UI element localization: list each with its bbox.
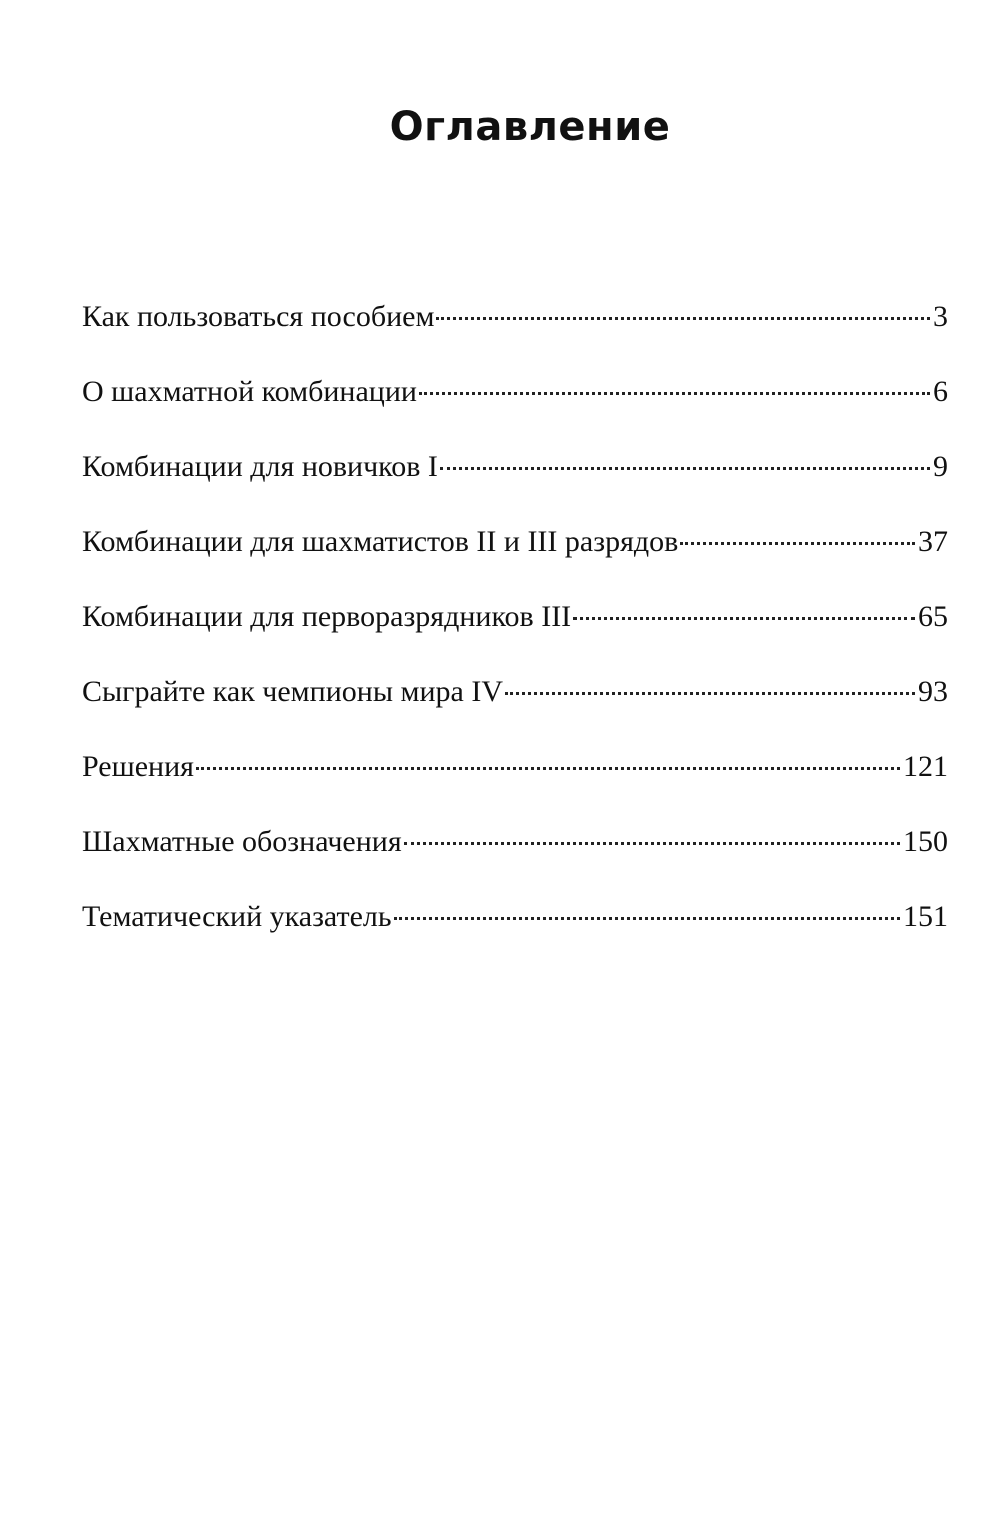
toc-entry-label: Комбинации для перворазрядников III [82, 600, 572, 633]
toc-entry [82, 375, 948, 450]
toc-entry [82, 825, 948, 900]
toc-entry-page: 37 [918, 525, 948, 558]
toc-entry [82, 750, 948, 825]
dot-leader [573, 617, 915, 620]
dot-leader [404, 842, 900, 845]
toc-entry [82, 900, 948, 975]
toc-entry-page: 9 [933, 450, 948, 483]
dot-leader [436, 317, 930, 320]
toc-entry-page: 65 [918, 600, 948, 633]
dot-leader [680, 542, 915, 545]
page-title: Оглавление [389, 104, 671, 150]
toc-entry [82, 300, 948, 375]
toc-entry-page: 121 [903, 750, 948, 783]
dot-leader [196, 767, 900, 770]
toc-entry [82, 450, 948, 525]
toc-entry [82, 675, 948, 750]
toc-entry [82, 600, 948, 675]
toc-entry-page: 93 [918, 675, 948, 708]
toc-entry-label: Решения [82, 750, 194, 783]
toc-entry-page: 3 [933, 300, 948, 333]
dot-leader [394, 917, 900, 920]
toc-entry-label: Тематический указатель [82, 900, 392, 933]
toc-entry-label: Как пользоваться пособием [82, 300, 435, 333]
dot-leader [505, 692, 915, 695]
toc-entry-label: О шахматной комбинации [82, 375, 417, 408]
toc-entry-label: Сыграйте как чемпионы мира IV [82, 675, 503, 708]
toc-entry-label: Шахматные обозначения [82, 825, 402, 858]
toc-entry-page: 151 [903, 900, 948, 933]
toc-entry-page: 150 [903, 825, 948, 858]
dot-leader [440, 467, 930, 470]
toc-entry-label: Комбинации для новичков I [82, 450, 438, 483]
table-of-contents [82, 300, 948, 975]
toc-entry-label: Комбинации для шахматистов II и III разрядов [82, 525, 679, 558]
dot-leader [419, 392, 930, 395]
toc-entry [82, 525, 948, 600]
toc-entry-page: 6 [933, 375, 948, 408]
